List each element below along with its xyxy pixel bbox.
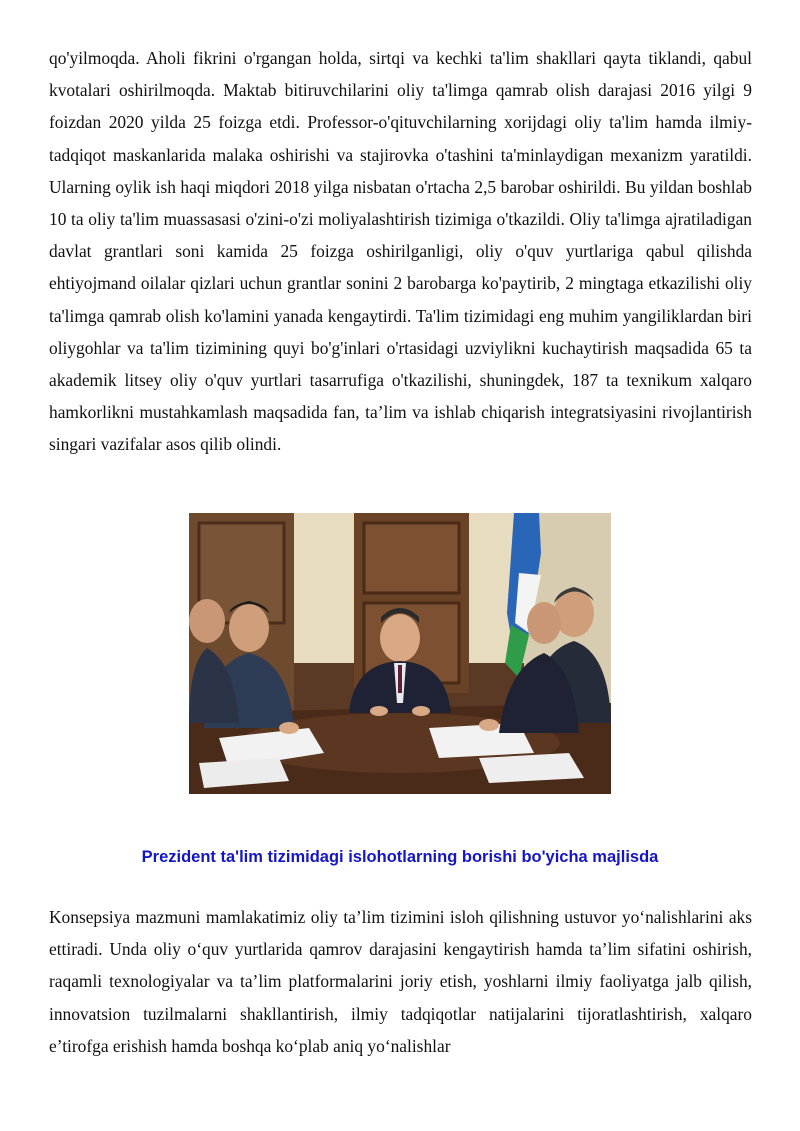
figure-caption: Prezident ta'lim tizimidagi islohotlarning borishi bo'yicha majlisda <box>141 848 659 866</box>
body-paragraph-top: qo'yilmoqda. Aholi fikrini o'rgangan holda, sirtqi va kechki ta'lim shakllari qayta tiklandi, qabul kvotalari oshirilmoqda. Maktab bitiruvchilarini oliy ta'limga qamrab olish darajasi 2016 yilgi 9 foizdan 2020 yilda 25 foizga etdi. Professor-o'qituvchilarning xorijdagi oliy ta'lim hamda ilmiy-tadqiqot maskanlarida malaka oshirishi va stajirovka o'tashini ta'minlaydigan mexanizm yaratildi. Ularning oylik ish haqi miqdori 2018 yilga nisbatan o'rtacha 2,5 barobar oshirildi. Bu yildan boshlab 10 ta oliy ta'lim muassasasi o'zini-o'zi moliyalashtirish tizimiga o'tkazildi. Oliy ta'limga ajratiladigan davlat grantlari soni kamida 25 foizga oshirilganligi, oliy o'quv yurtlariga qabul qilishda ehtiyojmand oilalar qizlari uchun grantlar sonini 2 barobarga ko'paytirib, 2 mingtaga etkazilishi oliy ta'limga qamrab olish ko'lamini yanada kengaytirdi. Ta'lim tizimidagi eng muhim yangiliklardan biri oliygohlar va ta'lim tizimining quyi bo'g'inlari o'rtasidagi uzviylikni kuchaytirish maqsadida 65 ta akademik litsey oliy o'quv yurtlari tasarrufiga o'tkazilishi, shuningdek, 187 ta texnikum xalqaro hamkorlikni mustahkamlash maqsadida fan, ta’lim va ishlab chiqarish integratsiyasini rivojlantirish singari vazifalar asos qilib olindi. <box>49 48 752 455</box>
body-paragraph-bottom: Konsepsiya mazmuni mamlakatimiz oliy ta’lim tizimini isloh qilishning ustuvor yo‘nalishlarini aks ettiradi. Unda oliy o‘quv yurtlarida qamrov darajasini kengaytirish hamda ta’lim sifatini oshirish, raqamli texnologiyalar va ta’lim platformalarini joriy etish, yoshlarni ilmiy faoliyatga jalb qilish, innovatsion tuzilmalarni shakllantirish, ilmiy tadqiqotlar natijalarini tijoratlashtirish, xalqaro e’tirofga erishish hamda boshqa ko‘plab aniq yo‘nalishlar <box>49 907 752 1056</box>
meeting-photo <box>189 513 611 794</box>
